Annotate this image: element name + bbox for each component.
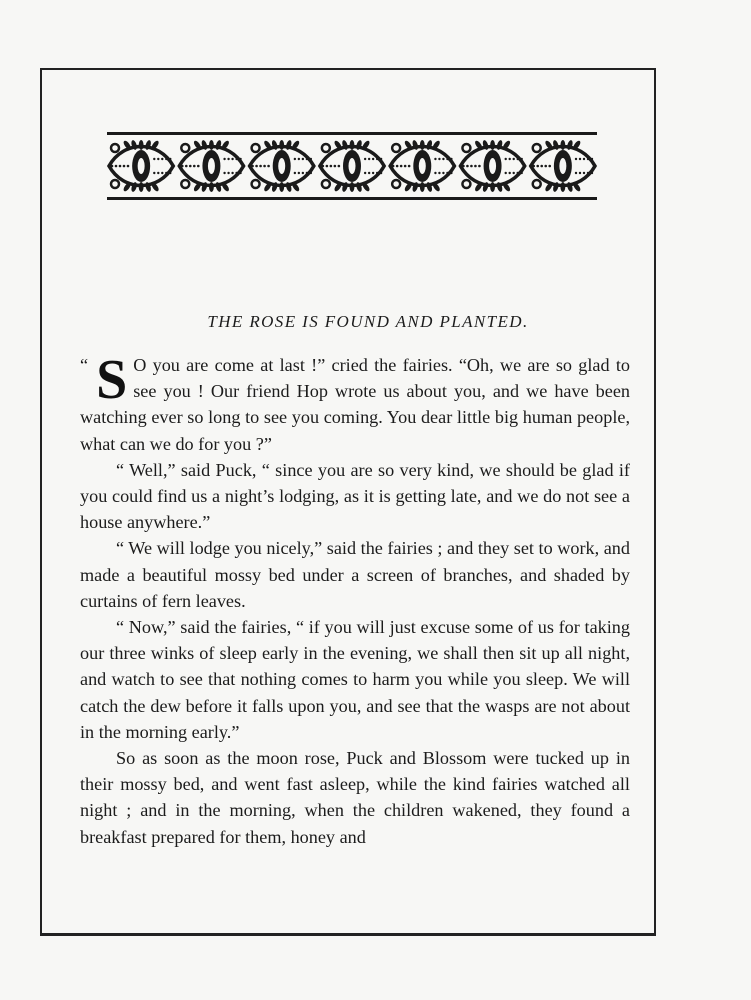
paragraph: “ We will lodge you nicely,” said the fairies ; and they set to work, and made a beautiful mossy bed under a screen of branches, and shaded by curtains of fern leaves. bbox=[80, 538, 630, 611]
opening-text: O you are come at last !” cried the fairies. “Oh, we are so glad to see you ! Our friend Hop wrote us about you, and we have been watching ever so long to see you coming. You dear little big human people, what can we do for you ?” bbox=[80, 355, 630, 454]
opening-paragraph bbox=[80, 349, 630, 457]
drop-cap: S bbox=[96, 349, 128, 411]
chapter-title: THE ROSE IS FOUND AND PLANTED. bbox=[207, 312, 529, 331]
body-text bbox=[80, 349, 630, 850]
ornament-pattern bbox=[106, 130, 598, 202]
opening-quote: “ bbox=[80, 355, 89, 375]
decorative-ornament-band bbox=[106, 130, 598, 202]
paragraph: “ Now,” said the fairies, “ if you will just excuse some of us for taking our three winks of sleep early in the evening, we shall then sit up all night, and watch to see that nothing comes to harm you while you sleep. We will catch the dew before it falls upon you, and see that the wasps are not about in the morning early.” bbox=[80, 617, 630, 742]
paragraph: “ Well,” said Puck, “ since you are so very kind, we should be glad if you could find us a night’s lodging, as it is getting late, and we do not see a house anywhere.” bbox=[80, 459, 630, 533]
paragraph: So as soon as the moon rose, Puck and Blossom were tucked up in their mossy bed, and went fast asleep, while the kind fairies watched all night ; and in the morning, when the children wakened, they found a breakfast prepared for them, honey and bbox=[80, 748, 630, 847]
